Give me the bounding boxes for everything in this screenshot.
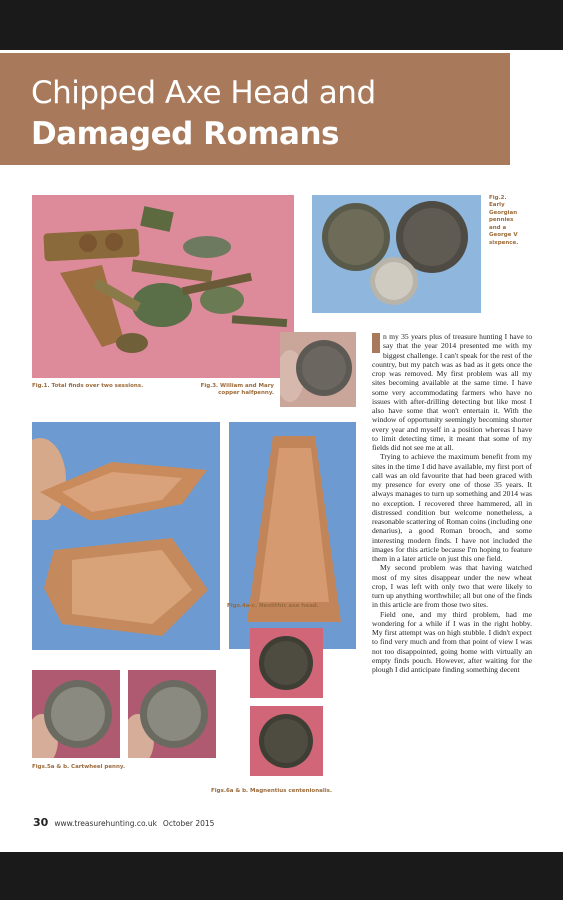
drop-cap bbox=[372, 333, 380, 353]
title-banner bbox=[0, 53, 510, 165]
fig4-caption: Figs.4a-c. Neolithic axe head. bbox=[227, 603, 319, 609]
fig6a-centenionalis-photo bbox=[250, 628, 323, 698]
fig4c-axe-head-photo bbox=[229, 422, 356, 649]
fig1-caption: Fig.1. Total finds over two sessions. bbox=[32, 383, 144, 389]
magazine-page[interactable] bbox=[0, 50, 563, 852]
fig6b-centenionalis-photo bbox=[250, 706, 323, 776]
body-paragraph: My second problem was that having watched most of my sites disappear under the new wheat crop, I was left with only two that were likely to turn up anything worthwhile; all but one of the finds in this article are from those two sites. bbox=[372, 563, 532, 610]
article-body bbox=[372, 332, 532, 848]
fig5-caption: Figs.5a & b. Cartwheel penny. bbox=[32, 764, 126, 770]
fig3-halfpenny-photo bbox=[280, 332, 356, 407]
fig5b-cartwheel-penny-photo bbox=[128, 670, 216, 758]
article-title-line1: Chipped Axe Head and bbox=[31, 75, 376, 111]
top-black-bar bbox=[0, 0, 563, 50]
bottom-black-bar bbox=[0, 852, 563, 900]
page-number: 30 bbox=[33, 816, 49, 829]
fig4b-axe-head-photo bbox=[32, 520, 220, 650]
fig2-coins-photo bbox=[312, 195, 481, 313]
article-title-line2: Damaged Romans bbox=[31, 116, 339, 152]
fig6-caption: Figs.6a & b. Magnentius centenionalis. bbox=[211, 788, 332, 794]
page-footer bbox=[33, 816, 214, 829]
body-paragraph: Trying to achieve the maximum benefit from my sites in the time I did have available, my first port of call was an old favourite that had been graced with my presence for every one of those 35 years. It always manages to turn up something and 2014 was no exception. I recovered three hammered, all in distressed condition but welcome nonetheless, a reasonable scattering of Roman coins (including one denarius), a good Roman brooch, and some interesting modern finds. I have not included the images for this article because I'm hoping to feature them in a later article on just this one field. bbox=[372, 452, 532, 563]
body-paragraph: n my 35 years plus of treasure hunting I have to say that the year 2014 presented me with my biggest challenge. I can't speak for the rest of the country, but my patch was as bad as it gets once the crop was removed. My first problem was all my sites becoming available at the same time. I have some very accommodating farmers who have no issues with after-drilling detecting but like most I also have some that won't entertain it. With the window of opportunity seemingly becoming shorter every year and myself in a position whereas I have to limit detecting time, it meant that some of my fields did not see me at all. bbox=[372, 332, 532, 452]
fig2-caption: Fig.2. Early Georgian pennies and a George V sixpence. bbox=[489, 195, 519, 246]
fig1-finds-photo bbox=[32, 195, 294, 378]
body-paragraph: Field one, and my third problem, had me wondering for a while if I was in the right hobby. My first attempt was on high stubble. I didn't expect to find very much and from that point of view I was not too disappointed, going home with virtually an empty finds pouch. However, after waiting for the plough I did anticipate finding something decent bbox=[372, 609, 532, 674]
footer-website: www.treasurehunting.co.uk bbox=[54, 819, 157, 828]
fig3-caption: Fig.3. William and Mary copper halfpenny. bbox=[200, 383, 274, 397]
fig5a-cartwheel-penny-photo bbox=[32, 670, 120, 758]
footer-issue: October 2015 bbox=[162, 819, 215, 828]
